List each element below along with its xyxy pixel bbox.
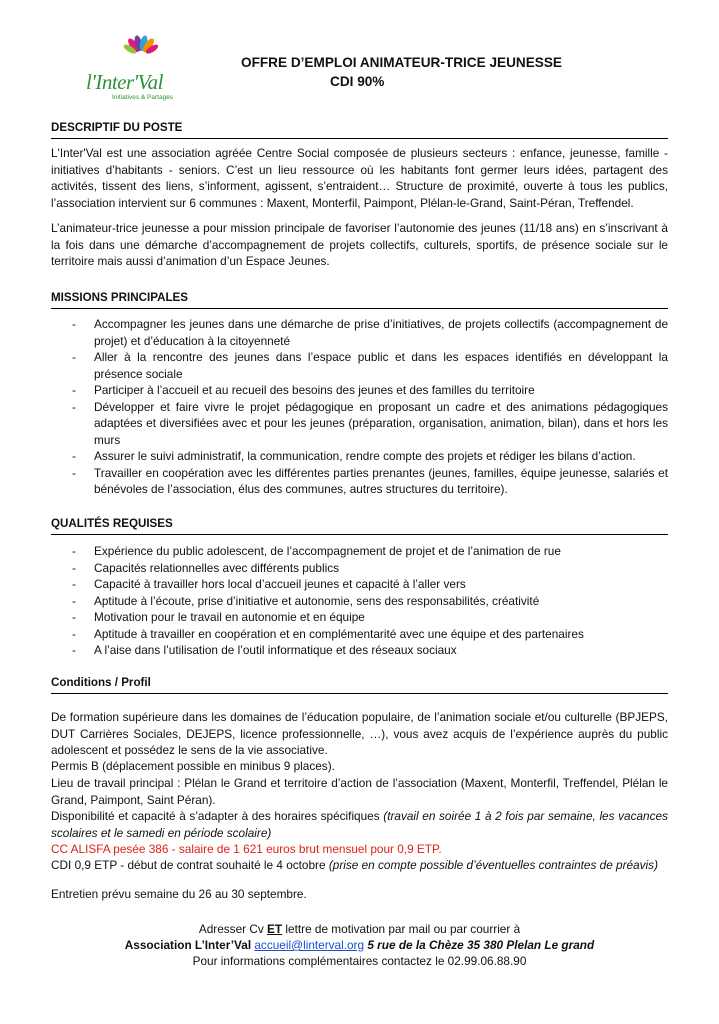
page-subtitle: CDI 90% (330, 74, 385, 89)
missions-list (51, 316, 668, 498)
list-item: - A l’aise dans l’utilisation de l’outil informatique et des réseaux sociaux (51, 642, 668, 659)
section-heading-missions: MISSIONS PRINCIPALES (51, 291, 188, 304)
list-item: - Aptitude à travailler en coopération et en complémentarité avec une équipe et des partenaires (51, 626, 668, 643)
contact-text: Adresser Cv (198, 922, 268, 936)
dispo-text: Disponibilité et capacité à s’adapter à des horaires spécifiques (51, 809, 384, 823)
conditions-lieu: Lieu de travail principal : Plélan le Grand et territoire d’action de l’association (Maxent, Monterfil, Treffendel, Plélan le Grand, Paimpont, Saint Péran). (51, 776, 668, 807)
section-divider (51, 138, 668, 139)
list-item: - Capacité à travailler hors local d’accueil jeunes et capacité à l’aller vers (51, 576, 668, 593)
section-divider (51, 308, 668, 309)
list-item: - Aller à la rencontre des jeunes dans l’espace public et dans les espaces identifiés en développant la présence sociale (51, 349, 668, 382)
conditions-entretien: Entretien prévu semaine du 26 au 30 septembre. (51, 887, 307, 901)
qualites-list (51, 543, 668, 659)
contact-email-link[interactable]: accueil@linterval.org (254, 938, 365, 952)
section-heading-qualites: QUALITÉS REQUISES (51, 517, 173, 530)
contact-line-3: Pour informations complémentaires contactez le 02.99.06.88.90 (192, 954, 527, 968)
contact-line-1 (0, 921, 719, 938)
list-item: - Accompagner les jeunes dans une démarche de prise d’initiatives, de projets collectifs (accompagnement de projet) et d’éducation à la citoyenneté (51, 316, 668, 349)
logo-flower-icon (116, 34, 166, 74)
descriptif-paragraph-2: L’animateur-trice jeunesse a pour mission principale de favoriser l’autonomie des jeunes (11/18 ans) en s’inscrivant à la fois dans une démarche d’accompagnement de projets collectifs, culturels, sportifs, de présence sociale sur le territoire mais aussi d’animation d’un Espace Jeunes. (51, 221, 668, 268)
logo (86, 34, 196, 104)
conditions-cdi (51, 857, 658, 874)
cdi-italic: (prise en compte possible d’éventuelles contraintes de préavis) (328, 858, 659, 872)
section-heading-conditions: Conditions / Profil (51, 676, 151, 689)
dispo-italic: (travail en soirée 1 à 2 fois par semaine, les vacances scolaires et le samedi en période scolaire) (51, 809, 668, 840)
cdi-text: CDI 0,9 ETP - début de contrat souhaité le 4 octobre (51, 858, 329, 872)
contact-association: Association L’Inter’Val (124, 938, 252, 952)
section-divider (51, 534, 668, 535)
list-item: - Assurer le suivi administratif, la communication, rendre compte des projets et rédiger les bilans d’action. (51, 448, 668, 465)
section-heading-descriptif: DESCRIPTIF DU POSTE (51, 121, 183, 134)
list-item: - Participer à l’accueil et au recueil des besoins des jeunes et des familles du territoire (51, 382, 668, 399)
list-item: - Aptitude à l’écoute, prise d’initiative et autonomie, sens des responsabilités, créativité (51, 593, 668, 610)
list-item: - Développer et faire vivre le projet pédagogique en proposant un cadre et des animations pédagogiques adaptées et diversifiées avec et pour les jeunes (préparation, organisation, animation, bilan), dans et hors les murs (51, 399, 668, 449)
contact-et: ET (267, 922, 283, 936)
page-title: OFFRE D’EMPLOI ANIMATEUR-TRICE JEUNESSE (241, 55, 562, 70)
conditions-disponibilite (51, 808, 668, 841)
conditions-salaire: CC ALISFA pesée 386 - salaire de 1 621 euros brut mensuel pour 0,9 ETP. (51, 842, 442, 856)
logo-name: l'Inter'Val (86, 70, 163, 94)
list-item: - Capacités relationnelles avec différents publics (51, 560, 668, 577)
list-item: - Travailler en coopération avec les différentes parties prenantes (jeunes, familles, équipe jeunesse, salariés et bénévoles de l’association, élus des communes, autres structures du territoire). (51, 465, 668, 498)
section-divider (51, 693, 668, 694)
contact-line-2 (0, 937, 719, 954)
descriptif-paragraph-1: L'Inter'Val est une association agréée Centre Social composée de plusieurs secteurs : enfance, jeunesse, famille - initiatives d’habitants - seniors. C’est un lieu ressource où les habitants font germer leurs idées, partagent des activités, tissent des liens, s’informent, agissent, s’entraident… Structure de proximité, ouverte à tous les publics, l’association intervient sur 6 communes : Maxent, Monterfil, Paimpont, Plélan-le-Grand, Saint-Péran, Treffendel. (51, 146, 668, 210)
contact-text: lettre de motivation par mail ou par courrier à (282, 922, 521, 936)
contact-address: 5 rue de la Chèze 35 380 Plelan Le grand (367, 938, 595, 952)
conditions-permis: Permis B (déplacement possible en minibus 9 places). (51, 759, 335, 773)
list-item: - Expérience du public adolescent, de l’accompagnement de projet et de l’animation de rue (51, 543, 668, 560)
conditions-formation: De formation supérieure dans les domaines de l’éducation populaire, de l’animation sociale et/ou culturelle (BPJEPS, DUT Carrières Sociales, DEJEPS, licence professionnelle, …), vous avez acquis de l’expérience auprès du public adolescent et possédez le sens de la vie associative. (51, 710, 668, 757)
logo-tagline: Initiatives & Partages (112, 94, 174, 101)
list-item: - Motivation pour le travail en autonomie et en équipe (51, 609, 668, 626)
